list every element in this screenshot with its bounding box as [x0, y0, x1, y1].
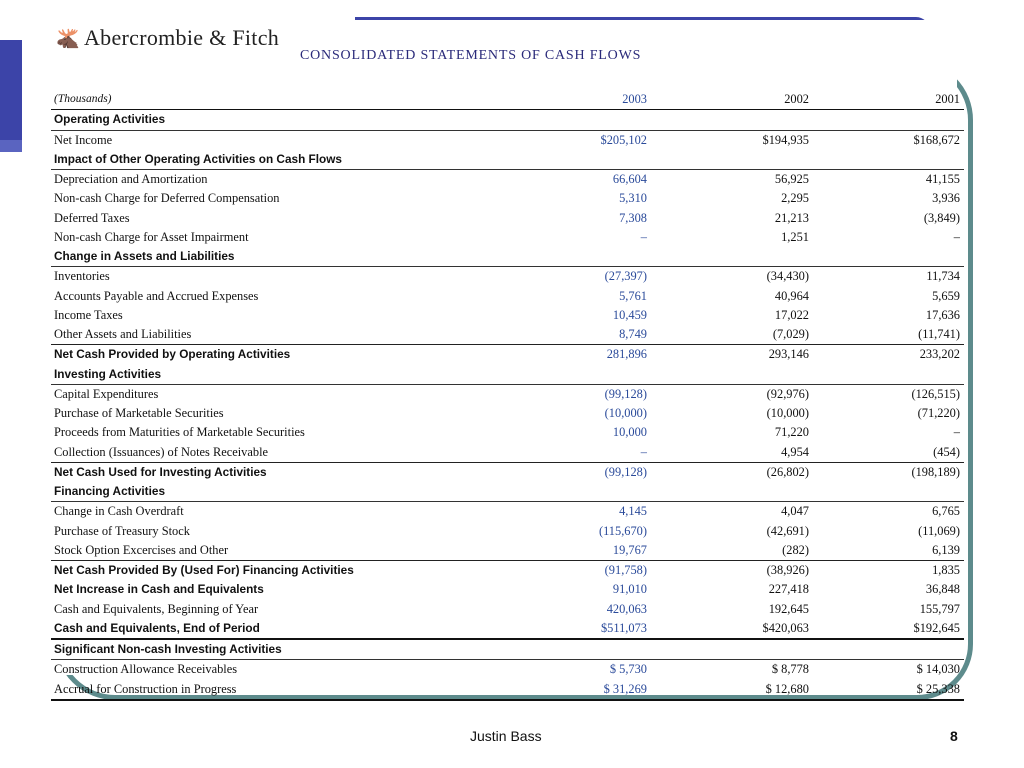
cell-value-2002: 293,146 — [673, 345, 831, 365]
empty-cell — [511, 639, 673, 660]
cell-value-2003: $205,102 — [600, 132, 647, 147]
empty-cell — [673, 482, 831, 502]
empty-cell — [831, 482, 964, 502]
empty-cell — [511, 150, 673, 170]
row-label: Net Cash Provided By (Used For) Financing Activities — [51, 561, 511, 581]
cell-value-2001: (198,189) — [831, 462, 964, 482]
cell-value-2003: 5,310 — [619, 191, 647, 206]
cell-value-2001: 5,659 — [932, 288, 960, 303]
cell-value-2001: 155,797 — [919, 601, 960, 616]
cell-value-2002: 56,925 — [774, 172, 809, 187]
row-label: Non-cash Charge for Deferred Compensation — [54, 191, 280, 206]
cell-value-2001: 11,734 — [926, 269, 960, 284]
cell-value-2003: $ 31,269 — [511, 680, 673, 700]
table-row — [51, 228, 964, 247]
row-label: Capital Expenditures — [54, 386, 159, 401]
company-logo — [56, 25, 279, 51]
cell-value-2001: $ 25,338 — [831, 680, 964, 700]
moose-icon: 🫎 — [56, 29, 80, 50]
logo-text: Abercrombie & Fitch — [83, 25, 280, 50]
table-row — [51, 247, 964, 267]
cell-value-2003: 19,767 — [612, 542, 647, 557]
cell-value-2002: 4,047 — [781, 504, 809, 519]
row-label: Income Taxes — [54, 307, 123, 322]
page-number: 8 — [950, 728, 958, 744]
decor-left-bar — [0, 40, 22, 152]
cash-flow-table-body — [51, 90, 964, 700]
cell-value-2002: 17,022 — [774, 307, 809, 322]
table-row — [51, 306, 964, 325]
empty-cell — [673, 150, 831, 170]
empty-cell — [831, 110, 964, 130]
table-row — [51, 170, 964, 190]
cell-value-2003: 8,749 — [619, 327, 647, 342]
cell-value-2001: – — [953, 229, 960, 244]
unit-label: (Thousands) — [51, 90, 511, 110]
row-label: Construction Allowance Receivables — [54, 662, 238, 677]
table-row — [51, 423, 964, 442]
cell-value-2002: $194,935 — [762, 132, 809, 147]
year-header-2001: 2001 — [831, 90, 964, 110]
cell-value-2002: $ 12,680 — [673, 680, 831, 700]
table-row — [51, 287, 964, 306]
table-row — [51, 365, 964, 385]
row-label: Net Increase in Cash and Equivalents — [54, 582, 264, 597]
row-label: Purchase of Marketable Securities — [54, 406, 224, 421]
cell-value-2001: 6,139 — [932, 542, 960, 557]
cell-value-2003: 10,000 — [612, 425, 647, 440]
table-row — [51, 462, 964, 482]
row-label: Financing Activities — [51, 482, 511, 502]
cell-value-2002: $420,063 — [673, 619, 831, 639]
cell-value-2001: 36,848 — [925, 582, 960, 597]
row-label: Depreciation and Amortization — [54, 172, 208, 187]
cell-value-2002: (92,976) — [766, 386, 809, 401]
row-label: Net Cash Used for Investing Activities — [51, 462, 511, 482]
table-row — [51, 580, 964, 599]
cell-value-2001: (454) — [933, 444, 960, 459]
row-label: Cash and Equivalents, Beginning of Year — [54, 601, 259, 616]
cell-value-2002: 2,295 — [781, 191, 809, 206]
cash-flow-table — [51, 90, 964, 701]
table-row — [51, 502, 964, 522]
cell-value-2002: 227,418 — [768, 582, 809, 597]
row-label: Change in Assets and Liabilities — [51, 247, 511, 267]
cell-value-2001: $168,672 — [913, 132, 960, 147]
table-row — [51, 541, 964, 561]
cell-value-2002: (42,691) — [766, 523, 809, 538]
empty-cell — [511, 247, 673, 267]
empty-cell — [673, 110, 831, 130]
statement-sheet — [22, 20, 960, 696]
row-label: Accrual for Construction in Progress — [51, 680, 511, 700]
empty-cell — [511, 482, 673, 502]
cell-value-2003: – — [640, 444, 647, 459]
year-header-2003: 2003 — [511, 90, 673, 110]
decor-left-bar-accent — [0, 140, 22, 152]
row-label: Stock Option Excercises and Other — [54, 542, 229, 557]
table-row — [51, 209, 964, 228]
cell-value-2002: 1,251 — [781, 229, 809, 244]
table-row — [51, 189, 964, 208]
empty-cell — [831, 150, 964, 170]
row-label: Inventories — [54, 269, 110, 284]
row-label: Significant Non-cash Investing Activities — [51, 639, 511, 660]
cell-value-2003: (99,128) — [511, 462, 673, 482]
footer-author: Justin Bass — [470, 728, 542, 744]
row-label: Other Assets and Liabilities — [54, 327, 192, 342]
row-label: Purchase of Treasury Stock — [54, 523, 190, 538]
cell-value-2002: 4,954 — [781, 444, 809, 459]
table-row — [51, 150, 964, 170]
row-label: Collection (Issuances) of Notes Receivable — [54, 444, 269, 459]
row-label: Change in Cash Overdraft — [54, 504, 184, 519]
table-row — [51, 680, 964, 700]
row-label: Net Cash Provided by Operating Activities — [51, 345, 511, 365]
table-row — [51, 639, 964, 660]
row-label: Deferred Taxes — [54, 210, 130, 225]
empty-cell — [673, 247, 831, 267]
row-label: Accounts Payable and Accrued Expenses — [54, 288, 259, 303]
table-row — [51, 345, 964, 365]
cell-value-2003: 7,308 — [619, 210, 647, 225]
cell-value-2002: 21,213 — [774, 210, 809, 225]
cell-value-2002: $ 8,778 — [771, 662, 809, 677]
cell-value-2002: 40,964 — [774, 288, 809, 303]
cell-value-2001: 233,202 — [831, 345, 964, 365]
statement-title: CONSOLIDATED STATEMENTS OF CASH FLOWS — [300, 48, 642, 63]
cell-value-2002: (38,926) — [673, 561, 831, 581]
empty-cell — [511, 110, 673, 130]
cell-value-2001: (11,069) — [918, 523, 960, 538]
cell-value-2001: – — [953, 425, 960, 440]
table-row — [51, 267, 964, 287]
empty-cell — [673, 639, 831, 660]
cell-value-2001: 1,835 — [831, 561, 964, 581]
cell-value-2001: 17,636 — [925, 307, 960, 322]
cell-value-2002: 192,645 — [768, 601, 809, 616]
empty-cell — [511, 365, 673, 385]
row-label: Net Income — [54, 132, 113, 147]
cell-value-2003: (99,128) — [604, 386, 647, 401]
cell-value-2003: (10,000) — [604, 406, 647, 421]
cell-value-2003: 66,604 — [612, 172, 647, 187]
table-row — [51, 482, 964, 502]
cell-value-2003: – — [640, 229, 647, 244]
cell-value-2003: 281,896 — [511, 345, 673, 365]
cell-value-2003: $511,073 — [511, 619, 673, 639]
cell-value-2003: (27,397) — [604, 269, 647, 284]
table-row — [51, 384, 964, 404]
empty-cell — [831, 365, 964, 385]
cell-value-2001: (11,741) — [918, 327, 960, 342]
row-label: Proceeds from Maturities of Marketable Securities — [54, 425, 305, 440]
cell-value-2002: (7,029) — [772, 327, 809, 342]
table-row — [51, 600, 964, 619]
cell-value-2002: 71,220 — [774, 425, 809, 440]
cell-value-2003: 4,145 — [619, 504, 647, 519]
table-row — [51, 130, 964, 150]
cell-value-2003: $ 5,730 — [609, 662, 647, 677]
table-row — [51, 619, 964, 639]
cell-value-2002: (282) — [782, 542, 809, 557]
table-row — [51, 443, 964, 463]
cell-value-2001: 3,936 — [932, 191, 960, 206]
table-header-row — [51, 90, 964, 110]
empty-cell — [831, 247, 964, 267]
cell-value-2003: (115,670) — [598, 523, 647, 538]
table-row — [51, 561, 964, 581]
table-row — [51, 110, 964, 130]
row-label: Impact of Other Operating Activities on Cash Flows — [51, 150, 511, 170]
cell-value-2001: $ 14,030 — [916, 662, 960, 677]
table-row — [51, 404, 964, 423]
cell-value-2001: (126,515) — [911, 386, 960, 401]
cell-value-2003: 5,761 — [619, 288, 647, 303]
table-row — [51, 325, 964, 345]
cell-value-2002: (26,802) — [673, 462, 831, 482]
cell-value-2001: (3,849) — [923, 210, 960, 225]
cell-value-2002: (10,000) — [766, 406, 809, 421]
row-label: Non-cash Charge for Asset Impairment — [54, 229, 249, 244]
cell-value-2003: 10,459 — [612, 307, 647, 322]
cell-value-2001: (71,220) — [917, 406, 960, 421]
cell-value-2001: $192,645 — [831, 619, 964, 639]
row-label: Operating Activities — [51, 110, 511, 130]
table-row — [51, 660, 964, 680]
cell-value-2001: 41,155 — [925, 172, 960, 187]
empty-cell — [831, 639, 964, 660]
cell-value-2001: 6,765 — [932, 504, 960, 519]
cell-value-2002: (34,430) — [766, 269, 809, 284]
cell-value-2003: 420,063 — [606, 601, 647, 616]
empty-cell — [673, 365, 831, 385]
cell-value-2003: (91,758) — [511, 561, 673, 581]
row-label: Cash and Equivalents, End of Period — [51, 619, 511, 639]
cell-value-2003: 91,010 — [612, 582, 647, 597]
table-row — [51, 522, 964, 541]
year-header-2002: 2002 — [673, 90, 831, 110]
row-label: Investing Activities — [51, 365, 511, 385]
